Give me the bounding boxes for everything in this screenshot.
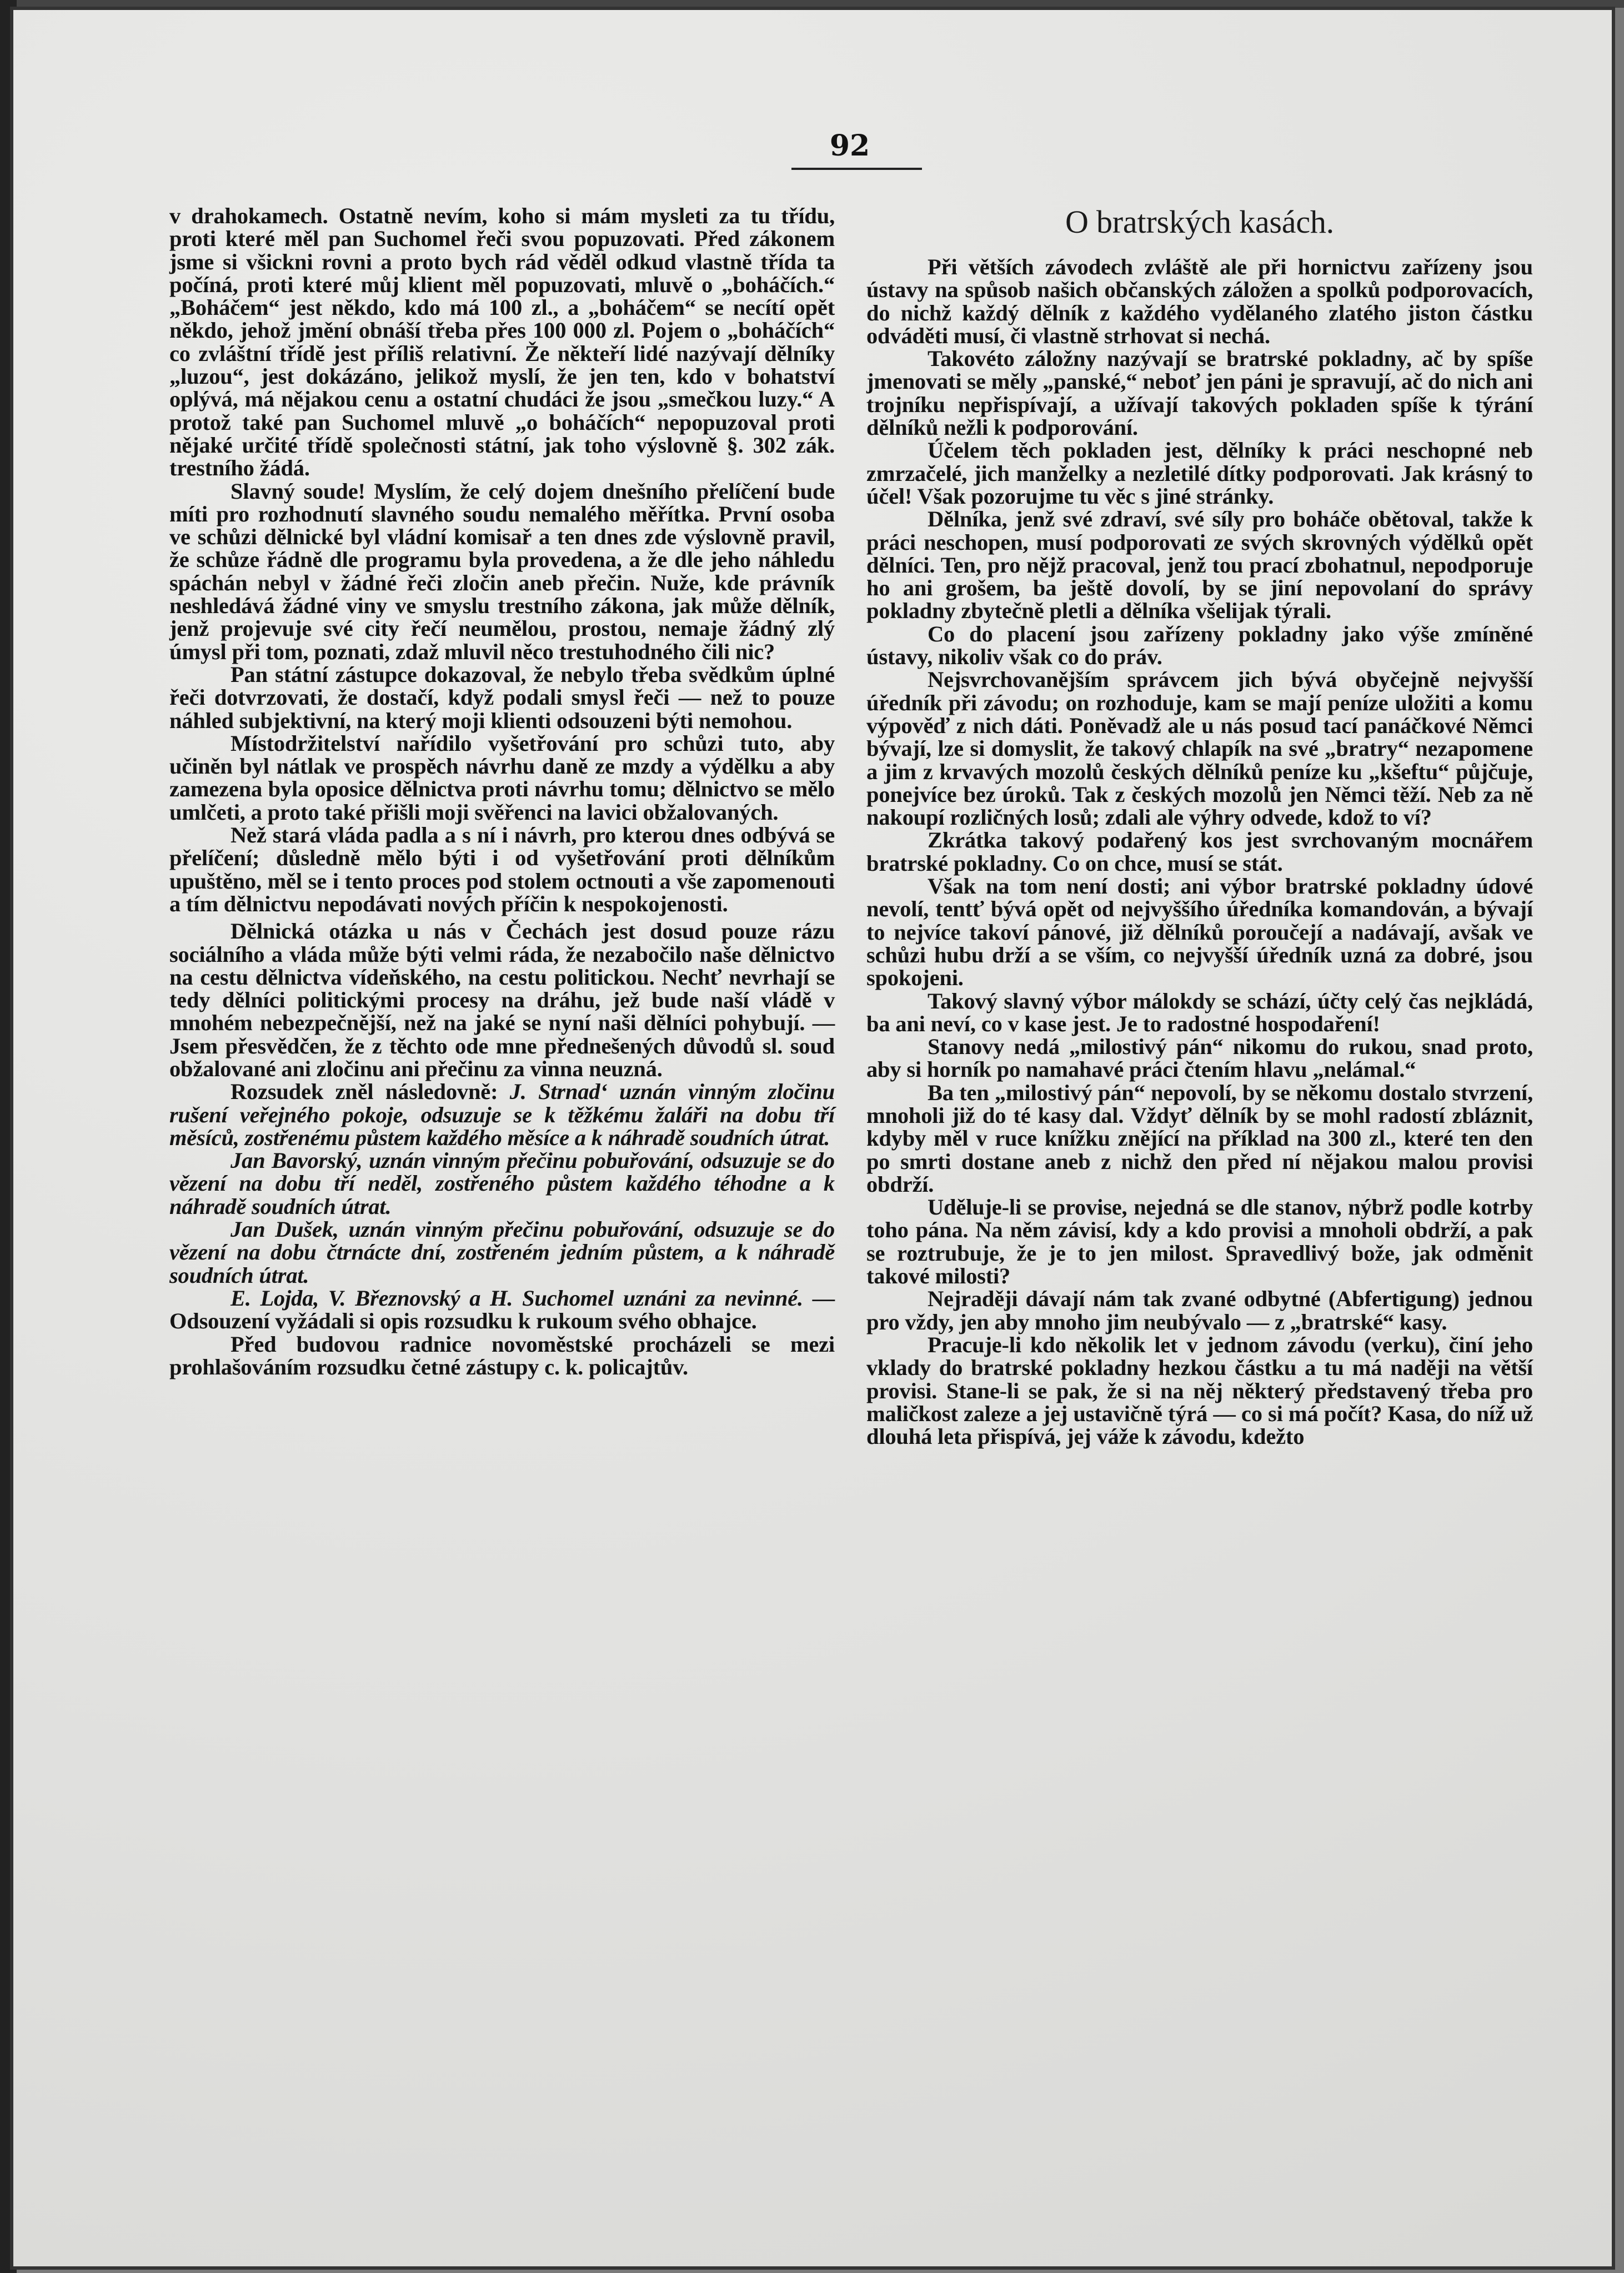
left-paragraph: Než stará vláda padla a s ní i návrh, pro kterou dnes odbývá se přelíčení; důsledně mělo býti i od vyšetřování proti dělníkům upuštěno, měl se i tento proces pod stolem octnouti a vše zapomenouti a tím dělnictvu nepodávati nových příčin k nespokojenosti. [169,822,835,916]
left-paragraph: Slavný soude! Myslím, že celý dojem dnešního přelíčení bude míti pro rozhodnutí slavného soudu nemalého měřítka. První osoba ve schůzi dělnické byl vládní komisař a ten dnes zde výslovně pravil, že schůze řádně dle programu byla provedena, a že dle jeho náhledu spáchán nebyl v žádné řeči zločin aneb přečin. Nuže, kde právník neshledává žádné viny ve smyslu trestního zákona, jak může dělník, jenž projevuje své city řečí neumělou, prostou, nemaje žádný zlý úmysl při tom, poznati, zdaž mluvil něco trestuhodného čili nic? [169,478,835,664]
verdict-sentence: Jan Dušek, uznán vinným přečinu pobuřování, odsuzuje se do vězení na dobu čtrnácte dní, zostřeném jedním půstem, a k náhradě soudních útrat. [169,1217,835,1288]
verdict-sentence: — Odsouzení vyžádali si opis rozsudku k rukoum svého obhajce. [169,1285,835,1334]
right-paragraph: Ba ten „milostivý pán“ nepovolí, by se někomu dostalo stvrzení, mnoholi již do té kasy dal. Vždyť dělník by se mohl radostí zbláznit, kdyby měl v ruce knížku znějící na příklad na 300 zl., které ten den po smrti dostane aneb z nichž den před ní nějakou malou provisi obdrží. [866,1080,1533,1197]
right-paragraph: Zkrátka takový podařený kos jest svrchovaným mocnářem bratrské pokladny. Co on chce, musí se stát. [866,827,1533,876]
left-paragraph: Pan státní zástupce dokazoval, že nebylo třeba svědkům úplné řeči dotvrzovati, že dostačí, když podali smysl řeči — než to pouze náhled subjektivní, na který moji klienti odsouzeni býti nemohou. [169,661,835,733]
verdict-paragraph [169,1287,835,1333]
right-column [866,204,1533,1448]
page-number: 92 [829,129,870,163]
right-paragraph: Nejraději dávají nám tak zvané odbytné (Abfertigung) jednou pro vždy, jen aby mnoho jim neubývalo — z „bratrské“ kasy. [866,1286,1533,1334]
right-paragraph: Nejsvrchovanějším správcem jich bývá obyčejně nejvyšší úředník při závodu; on rozhoduje, kam se mají peníze uložiti a komu výpověď z nich dáti. Poněvadž ale u nás posud tací panáčkové Němci bývají, lze si domyslit, že takový chlapík na své „bratry“ nezapomene a jim z krvavých mozolů českých dělníků peníze ku „kšeftu“ půjčuje, ponejvíce bez úroků. Tak z českých mozolů jen Němci těží. Neb za ně nakoupí rozličných losů; zdali ale výhry odvede, kdož to ví? [866,667,1533,830]
verdict-sentence: Jan Bavorský, uznán vinným přečinu pobuřování, odsuzuje se do vězení na dobu tří neděl, zostřeného půstem každého téhodne a k náhradě soudních útrat. [169,1148,835,1219]
page-number-rule [791,168,922,170]
right-paragraph: Stanovy nedá „milostivý pán“ nikomu do rukou, snad proto, aby si horník po namahavé práci čtením hlavu „nelámal.“ [866,1034,1533,1082]
left-paragraph: Místodržitelství nařídilo vyšetřování pro schůzi tuto, aby učiněn byl nátlak ve prospěch návrhu daně ze mzdy a výdělku a aby zamezena byla oposice dělnictva proti návrhu tomu; dělnictvo se mělo umlčeti, a proto také přišli moji svěřenci na lavici obžalovaných. [169,730,835,825]
right-paragraph: Pracuje-li kdo několik let v jednom závodu (verku), činí jeho vklady do bratrské pokladny hezkou částku a tu má naději na větší provisi. Stane-li se pak, že si na něj některý představený třeba pro maličkost zaleze a jej ustavičně týrá — co si má počít? Kasa, do níž už dlouhá leta přispívá, jej váže k závodu, kdežto [866,1332,1533,1449]
right-paragraph: Takovéto záložny nazývají se bratrské pokladny, ač by spíše jmenovati se měly „panské,“ neboť jen páni je spravují, ač do nich ani trojníku nepřispívají, a užívají takových pokladen spíše k týrání dělníků nežli k podporování. [866,346,1533,440]
left-closing-paragraph: Před budovou radnice novoměstské procházeli se mezi prohlašováním rozsudku četné zástupy c. k. policajtův. [169,1331,835,1379]
article-title: O bratrských kasách. [1065,204,1334,240]
right-paragraph: Co do placení jsou zařízeny pokladny jako výše zmíněné ústavy, nikoliv však co do práv. [866,621,1533,670]
left-paragraph: Dělnická otázka u nás v Čechách jest dosud pouze rázu sociálního a vláda může býti velmi ráda, že nezabočilo naše dělnictvo na cestu dělnictva vídeňského, na cestu politickou. Nechť nevrhají se tedy dělníci politickými procesy na dráhu, jež bude naší vládě v mnohém nebezpečnější, než na jaké se nyní naši dělníci pohybují. — Jsem přesvědčen, že z těchto ode mne přednešených důvodů sl. soud obžalované ani zločinu ani přečinu za vinna neuzná. [169,919,835,1081]
verdict-paragraph [169,1080,835,1149]
right-paragraph: Uděluje-li se provise, nejedná se dle stanov, nýbrž podle kotrby toho pána. Na něm závisí, kdy a kdo provisi a mnoholi obdrží, a pak se roztrubuje, že je to jen milost. Spravedlivý bože, jak odměnit takové milosti? [866,1195,1533,1289]
left-column [169,204,835,1378]
verdict-intro: Rozsudek zněl následovně: [230,1079,498,1105]
right-paragraph: Dělníka, jenž své zdraví, své síly pro boháče obětoval, takže k práci neschopen, musí podporovati ze svých skrovných výdělků opět dělníci. Ten, pro nějž pracoval, jenž tou prací zbohatnul, nepodporuje ho ani grošem, ba ještě dovolí, by se jiní nepovolaní do správy pokladny zbytečně pletli a dělníka všelijak týrali. [866,506,1533,624]
right-paragraph: Účelem těch pokladen jest, dělníky k práci neschopné neb zmrzačelé, jich manželky a nezletilé dítky podporovati. Jak krásný to účel! Však pozorujme tu věc s jiné stránky. [866,438,1533,509]
right-paragraph: Takový slavný výbor málokdy se schází, účty celý čas nejkládá, ba ani neví, co v kase jest. Je to radostné hospodaření! [866,988,1533,1036]
left-paragraph: v drahokamech. Ostatně nevím, koho si mám mysleti za tu třídu, proti které měl pan Suchomel řeči svou popuzovati. Před zákonem jsme si všickni rovni a proto bych rád věděl odkud vlastně třída ta počíná, proti které můj klient měl popuzovati, mluvě o „boháčích.“ „Boháčem“ jest někdo, kdo má 100 zl., a „boháčem“ se necítí opět někdo, jehož jmění obnáší třeba přes 100 000 zl. Pojem o „boháčích“ co zvláštní třídě jest příliš relativní. Že někteří lidé nazývají dělníky „luzou“, jest dokázáno, jelikož myslí, že jen ten, kdo v bohatství oplývá, má nějakou cenu a ostatní chudáci že jsou „smečkou luzy.“ A protož také pan Suchomel mluvě „o boháčích“ nepopuzoval proti nějaké určité třídě společnosti státní, jak toho výslovně §. 302 zák. trestního žádá. [169,203,835,481]
right-paragraph: Při větších závodech zvláště ale při hornictvu zařízeny jsou ústavy na spůsob našich občanských záložen a spolků podporovacích, do nichž každý dělník z každého vydělaného zlatého jiston částku odváděti musí, či vlastně strhovat si nechá. [866,254,1533,348]
verdict-sentence: E. Lojda, V. Březnovský a H. Suchomel uznáni za nevinné. [230,1285,803,1311]
right-paragraph: Však na tom není dosti; ani výbor bratrské pokladny údové nevolí, tentť bývá opět od nejvyššího úředníka komandován, a bývají to nejvíce takoví pánové, již dělníků poroučejí a nadávají, avšak ve schůzi hubu drží a se vším, co nejvyšší úředník uzná za dobré, jsou spokojeni. [866,874,1533,991]
verdict-sentence: J. Strnad‘ uznán vinným zločinu rušení veřejného pokoje, odsuzuje se k těžkému žaláři na dobu tří měsíců, zostřenému půstem každého měsíce a k náhradě soudních útrat. [169,1079,835,1150]
